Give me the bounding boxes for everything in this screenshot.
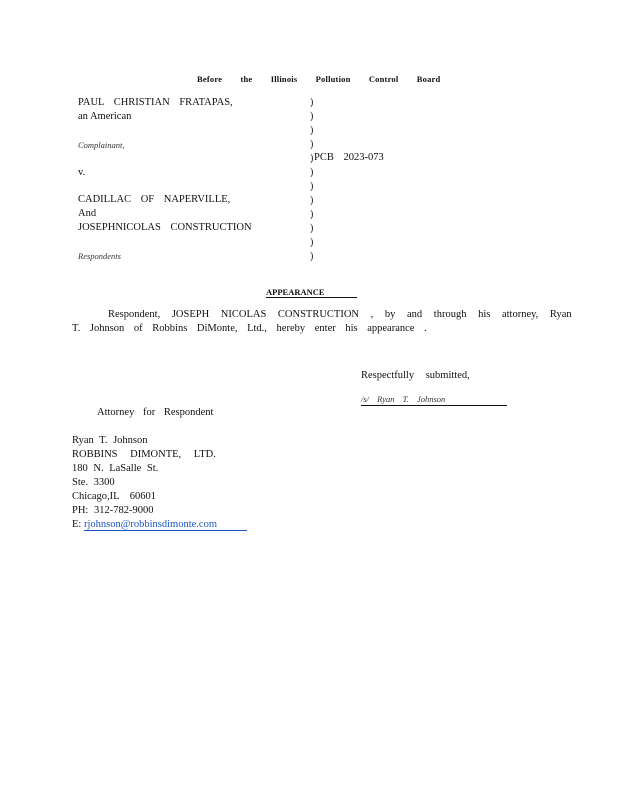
signature-line	[361, 405, 507, 406]
contact-name: Ryan T. Johnson	[72, 435, 148, 446]
document-title: APPEARANCE	[266, 287, 357, 298]
complainant-descriptor: an American	[78, 111, 132, 122]
versus-label: v.	[78, 167, 86, 178]
firm-name: ROBBINS DIMONTE, LTD.	[72, 449, 216, 460]
phone: PH: 312-782-9000	[72, 505, 154, 516]
board-heading: Before the Illinois Pollution Control Board	[197, 74, 441, 84]
respondent-and: And	[78, 208, 97, 219]
email-link[interactable]: rjohnson@robbinsdimonte.com	[84, 519, 247, 531]
case-number: PCB 2023-073	[314, 152, 384, 163]
city-state-zip: Chicago,IL 60601	[72, 491, 157, 502]
complainant-name: PAUL CHRISTIAN FRATAPAS,	[78, 97, 233, 108]
closing: Respectfully submitted,	[361, 370, 470, 381]
respondent-one: CADILLAC OF NAPERVILLE,	[78, 194, 231, 205]
respondent-role: Respondents	[78, 251, 121, 261]
respondent-two: JOSEPHNICOLAS CONSTRUCTION	[78, 222, 252, 233]
street-address: 180 N. LaSalle St.	[72, 463, 159, 474]
complainant-role: Complainant,	[78, 140, 125, 150]
body-line-1: Respondent, JOSEPH NICOLAS CONSTRUCTION , by and through his attorney, Ryan	[108, 309, 572, 320]
suite: Ste. 3300	[72, 477, 115, 488]
email-label: E:	[72, 519, 82, 530]
body-line-2: T. Johnson of Robbins DiMonte, Ltd., hereby enter his appearance .	[72, 323, 427, 334]
email-row	[72, 519, 247, 530]
electronic-signature: /s/ Ryan T. Johnson	[361, 394, 446, 404]
caption-divider: ) ) ) ) ) ) ) ) ) ) ) )	[310, 97, 314, 262]
attorney-role: Attorney for Respondent	[97, 407, 214, 418]
